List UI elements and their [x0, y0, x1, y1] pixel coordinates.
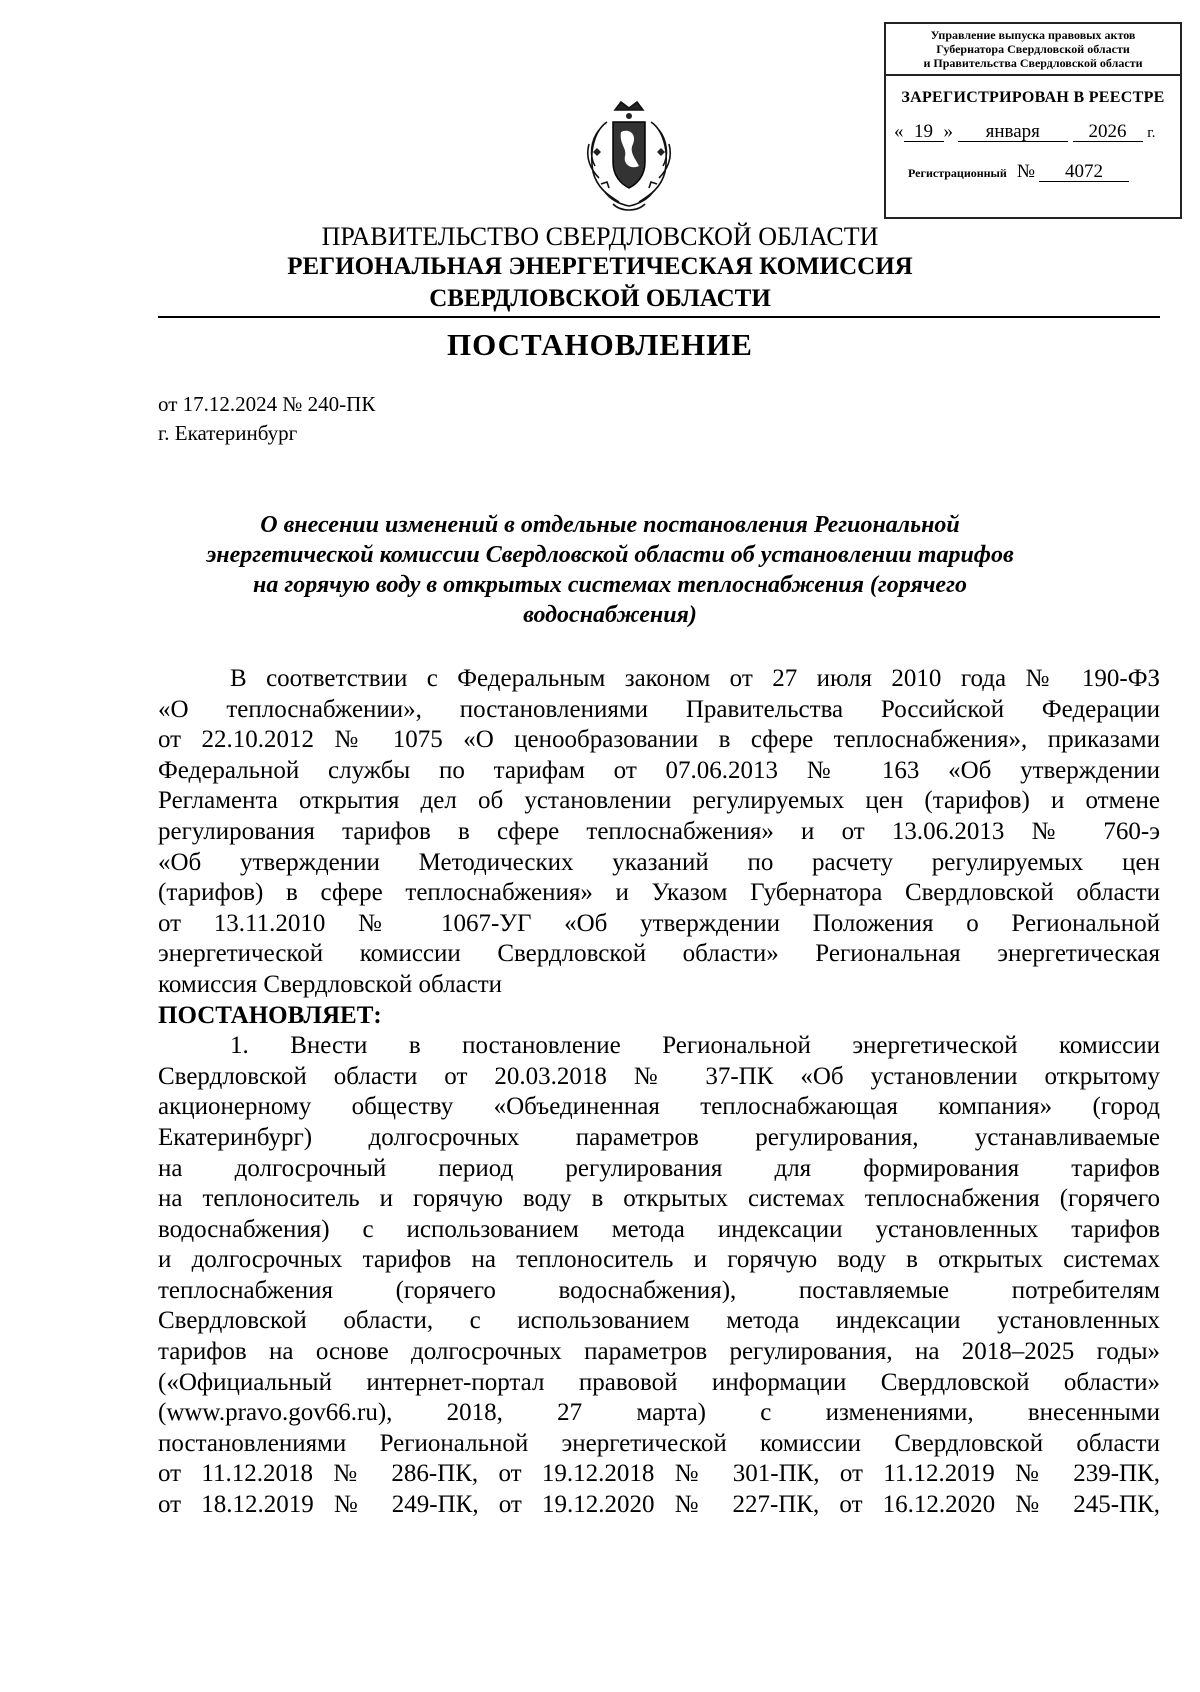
preamble-line: «Об утверждении Методических указаний по расчету регулируемых цен	[158, 848, 1160, 876]
document-city: г. Екатеринбург	[158, 421, 298, 445]
stamp-reg-label: Регистрационный	[908, 166, 1007, 180]
stamp-reg-number: 4072	[1039, 163, 1129, 182]
subject-line: на горячую воду в открытых системах теплоснабжения (горячего	[253, 572, 967, 598]
quote-open: «	[894, 121, 904, 142]
document-subject	[170, 510, 1050, 630]
commission-title-line2: СВЕРДЛОВСКОЙ ОБЛАСТИ	[429, 285, 771, 312]
preamble-line: комиссия Свердловской области	[158, 970, 503, 998]
item1-line: постановлениями Региональной энергетической комиссии Свердловской области	[158, 1429, 1160, 1457]
resolves-heading: ПОСТАНОВЛЯЕТ:	[158, 1001, 382, 1029]
item1-line: теплоснабжения (горячего водоснабжения), поставляемые потребителям	[158, 1276, 1160, 1304]
item1-line: на долгосрочный период регулирования для формирования тарифов	[158, 1154, 1160, 1182]
item1-line: Екатеринбург) долгосрочных параметров регулирования, устанавливаемые	[158, 1123, 1160, 1151]
document-type: ПОСТАНОВЛЕНИЕ	[447, 327, 753, 362]
item1-line: от 11.12.2018 № 286-ПК, от 19.12.2018 № 301-ПК, от 11.12.2019 № 239-ПК,	[158, 1460, 1160, 1488]
preamble-line: В соответствии с Федеральным законом от 27 июля 2010 года № 190-ФЗ	[230, 665, 1160, 692]
stamp-year: 2026	[1073, 123, 1143, 142]
stamp-day: 19	[904, 123, 944, 142]
subject-line: энергетической комиссии Свердловской области об установлении тарифов	[206, 542, 1014, 568]
item1-line: 1. Внести в постановление Региональной энергетической комиссии	[230, 1032, 1160, 1060]
preamble-line: регулирования тарифов в сфере теплоснабжения» и от 13.06.2013 № 760-э	[158, 817, 1160, 845]
subject-line: О внесении изменений в отдельные постановления Региональной	[260, 512, 960, 538]
stamp-header	[886, 24, 1180, 76]
item1-line: Свердловской области от 20.03.2018 № 37-ПК «Об установлении открытому	[158, 1062, 1160, 1090]
preamble-line: от 13.11.2010 № 1067-УГ «Об утверждении Положения о Региональной	[158, 909, 1160, 937]
document-date-number: от 17.12.2024 № 240-ПК	[158, 392, 376, 416]
stamp-header-line: Губернатора Свердловской области	[936, 42, 1130, 56]
stamp-month: января	[958, 123, 1068, 142]
preamble-line: Федеральной службы по тарифам от 07.06.2013 № 163 «Об утверждении	[158, 756, 1160, 784]
item1-line: тарифов на основе долгосрочных параметров регулирования, на 2018–2025 годы»	[158, 1338, 1160, 1366]
commission-title-line1: РЕГИОНАЛЬНАЯ ЭНЕРГЕТИЧЕСКАЯ КОМИССИЯ	[287, 253, 913, 280]
preamble-line: Регламента открытия дел об установлении регулируемых цен (тарифов) и отмене	[158, 787, 1160, 815]
registry-stamp	[884, 22, 1182, 219]
stamp-title: ЗАРЕГИСТРИРОВАН В РЕЕСТРЕ	[901, 89, 1165, 106]
preamble-line: энергетической комиссии Свердловской области» Региональная энергетическая	[158, 940, 1160, 968]
government-title: ПРАВИТЕЛЬСТВО СВЕРДЛОВСКОЙ ОБЛАСТИ	[321, 222, 879, 251]
stamp-registration	[886, 161, 1180, 183]
item1-line: водоснабжения) с использованием метода индексации установленных тарифов	[158, 1215, 1160, 1243]
item1-line: («Официальный интернет-портал правовой информации Свердловской области»	[158, 1368, 1160, 1396]
stamp-year-suffix: г.	[1147, 125, 1156, 141]
stamp-header-line: и Правительства Свердловской области	[923, 56, 1143, 70]
preamble-line: от 22.10.2012 № 1075 «О ценообразовании в сфере теплоснабжения», приказами	[158, 726, 1160, 754]
preamble-line: «О теплоснабжении», постановлениями Правительства Российской Федерации	[158, 695, 1160, 723]
stamp-date	[886, 121, 1180, 143]
preamble-line: (тарифов) в сфере теплоснабжения» и Указом Губернатора Свердловской области	[158, 879, 1160, 907]
number-sign: №	[1016, 161, 1035, 182]
item1-line: от 18.12.2019 № 249-ПК, от 19.12.2020 № 227-ПК, от 16.12.2020 № 245-ПК,	[158, 1491, 1160, 1519]
item1-line: Свердловской области, с использованием метода индексации установленных	[158, 1307, 1160, 1335]
item1-line: и долгосрочных тарифов на теплоноситель и горячую воду в открытых системах	[158, 1246, 1160, 1274]
subject-line: водоснабжения)	[523, 602, 697, 628]
coat-of-arms-icon	[585, 100, 673, 218]
item1-line: на теплоноситель и горячую воду в открытых системах теплоснабжения (горячего	[158, 1185, 1160, 1213]
document-body	[158, 664, 1160, 1521]
quote-close: »	[943, 121, 953, 142]
item1-line: (www.pravo.gov66.ru), 2018, 27 марта) с изменениями, внесенными	[158, 1399, 1160, 1427]
header-divider	[158, 316, 1160, 318]
item1-line: акционерному обществу «Объединенная теплоснабжающая компания» (город	[158, 1093, 1160, 1121]
stamp-header-line: Управление выпуска правовых актов	[930, 28, 1136, 42]
